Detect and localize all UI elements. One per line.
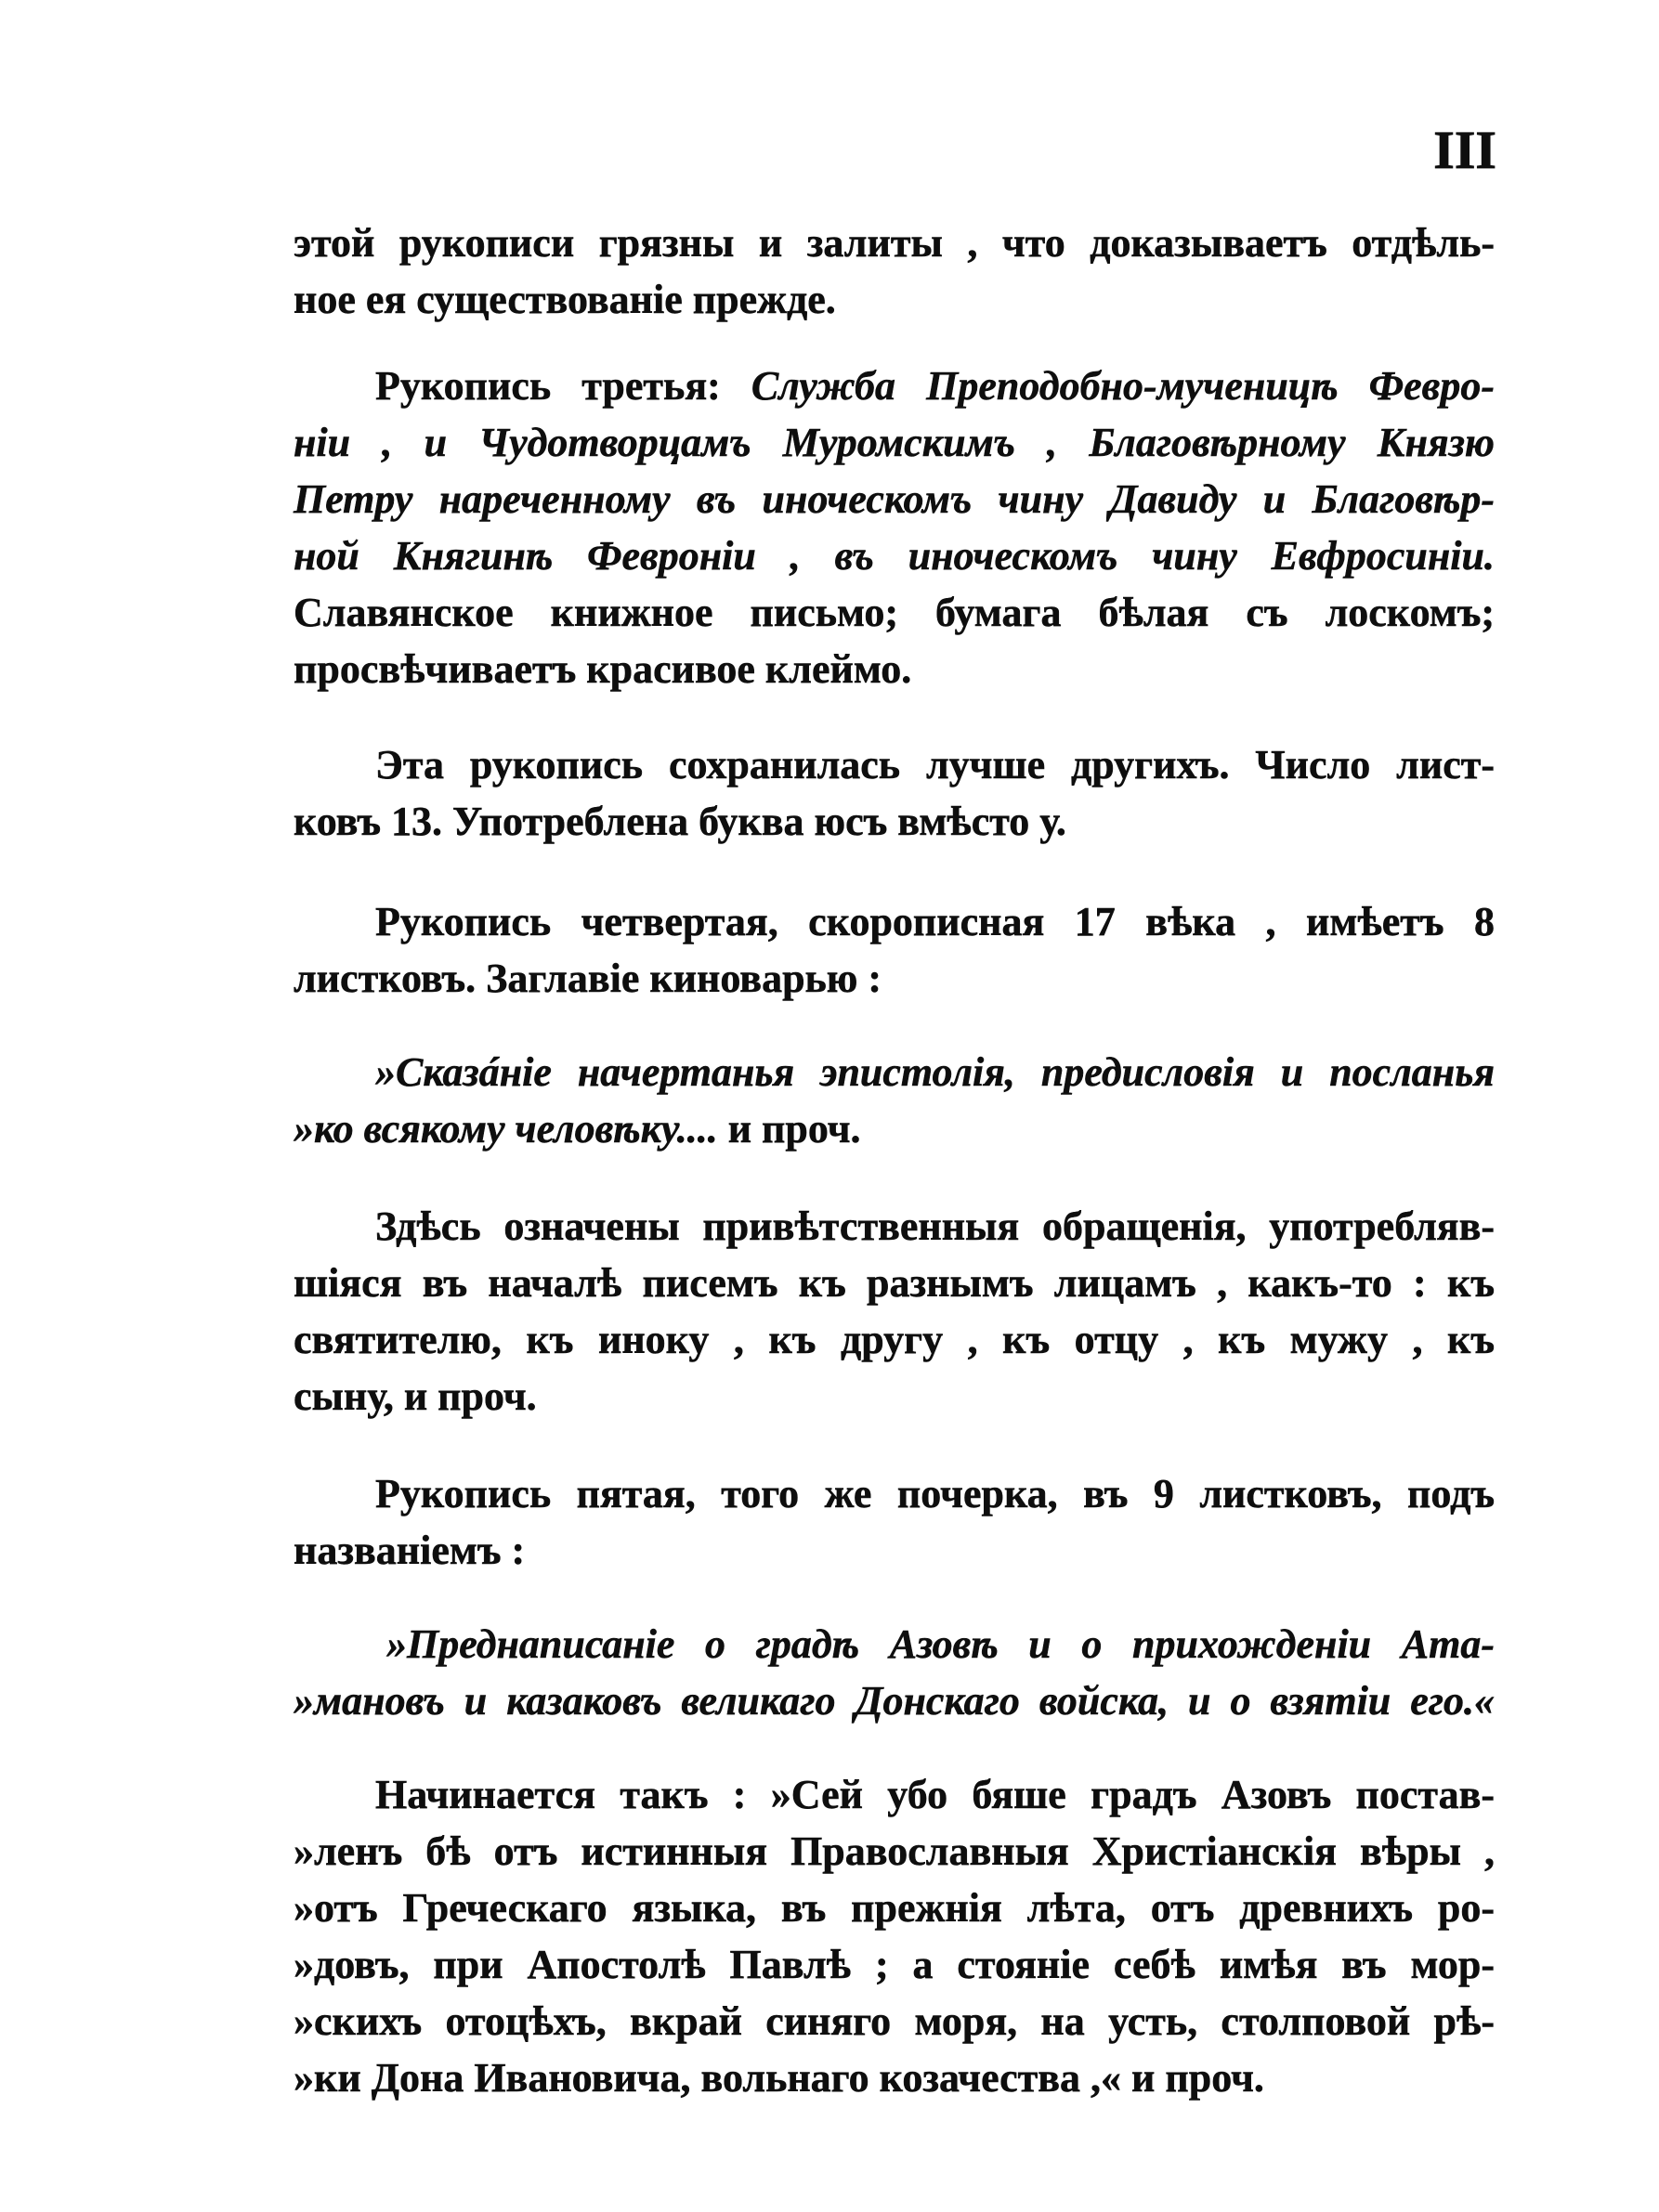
page-number: III <box>1433 120 1496 180</box>
text-span: названіемъ : <box>294 1528 526 1573</box>
text-span: »скихъ отоцѣхъ, вкрай синяго моря, на усть, столповой рѣ- <box>294 1998 1495 2044</box>
italic-title-span: »ко всякому человѣку.... <box>294 1106 718 1152</box>
text-span: »довъ, при Апостолѣ Павлѣ ; а стояніе себѣ имѣя въ мор- <box>294 1942 1495 1987</box>
text-span: сыну, и проч. <box>294 1373 537 1419</box>
italic-title-span: Петру нареченному въ иноческомъ чину Давиду и Благовѣр- <box>294 476 1495 522</box>
text-line <box>294 1993 1495 2049</box>
text-span: и проч. <box>717 1106 861 1152</box>
text-line <box>294 527 1495 584</box>
text-line <box>294 1823 1495 1880</box>
italic-title-span: »Преднаписаніе о градѣ Азовѣ и о прихожденіи Ата- <box>386 1621 1495 1667</box>
text-line <box>294 1936 1495 1993</box>
text-line <box>294 1465 1495 1522</box>
italic-title-span: ной Княгинѣ Февроніи , въ иноческомъ чину Евфросиніи. <box>294 533 1495 579</box>
text-line <box>294 1255 1495 1311</box>
paragraph-manuscript-three-condition <box>294 736 1495 850</box>
quote-manuscript-five-title <box>294 1616 1495 1729</box>
text-span: ное ея существованіе прежде. <box>294 277 836 322</box>
paragraph-manuscript-five <box>294 1465 1495 1579</box>
italic-title-span: »Сказáніе начертанья эпистолія, предисловія и посланья <box>375 1049 1495 1095</box>
text-line <box>294 471 1495 527</box>
text-line <box>294 215 1495 271</box>
paragraph-manuscript-four <box>294 893 1495 1007</box>
text-span: Здѣсь означены привѣтственныя обращенія, употребляв- <box>375 1204 1495 1249</box>
text-line <box>294 271 1495 328</box>
text-line <box>294 414 1495 471</box>
text-span: святителю, къ иноку , къ другу , къ отцу , къ мужу , къ <box>294 1317 1495 1362</box>
paragraph-manuscript-three <box>294 358 1495 697</box>
text-span: шіяся въ началѣ писемъ къ разнымъ лицамъ , какъ-то : къ <box>294 1260 1495 1306</box>
text-line <box>294 1616 1495 1672</box>
paragraph-continuation <box>294 215 1495 328</box>
text-line <box>294 1880 1495 1936</box>
text-line <box>294 358 1495 414</box>
text-span: »ленъ бѣ отъ истинныя Православныя Христіанскія вѣры , <box>294 1828 1495 1874</box>
text-line <box>294 1100 1495 1157</box>
text-span: Славянское книжное письмо; бумага бѣлая съ лоскомъ; <box>294 590 1495 635</box>
text-span: ковъ 13. Употреблена буква юсъ вмѣсто у. <box>294 799 1066 844</box>
italic-title-span: Служба Преподобно-мученицѣ Февро- <box>751 363 1495 409</box>
text-line <box>294 2049 1495 2106</box>
text-span: просвѣчиваетъ красивое клеймо. <box>294 646 912 692</box>
text-span: »ки Дона Ивановича, вольнаго козачества ,« и проч. <box>294 2055 1264 2101</box>
text-line <box>294 641 1495 697</box>
text-line <box>294 1766 1495 1823</box>
italic-title-span: »мановъ и казаковъ великаго Донскаго войска, и о взятіи его.« <box>294 1678 1495 1724</box>
text-span: Рукопись четвертая, скорописная 17 вѣка , имѣетъ 8 <box>375 899 1495 944</box>
text-line <box>294 1368 1495 1425</box>
text-span: Начинается такъ : »Сей убо бяше градъ Азовъ постав- <box>375 1772 1495 1817</box>
text-line <box>294 950 1495 1007</box>
text-line <box>294 1672 1495 1729</box>
text-line <box>294 736 1495 793</box>
text-line <box>294 1311 1495 1368</box>
text-span: этой рукописи грязны и залиты , что доказываетъ отдѣль- <box>294 220 1495 266</box>
italic-title-span: ніи , и Чудотворцамъ Муромскимъ , Благовѣрному Князю <box>294 420 1495 465</box>
text-span: Рукопись пятая, того же почерка, въ 9 листковъ, подъ <box>375 1471 1495 1516</box>
text-line <box>294 584 1495 641</box>
text-line <box>294 1044 1495 1100</box>
text-line <box>294 793 1495 850</box>
quote-manuscript-four-title <box>294 1044 1495 1157</box>
text-line <box>294 1198 1495 1255</box>
text-span: Рукопись третья: <box>375 363 751 409</box>
paragraph-manuscript-five-incipit <box>294 1766 1495 2106</box>
text-span: Эта рукопись сохранилась лучше другихъ. Число лист- <box>375 742 1495 787</box>
text-line <box>294 893 1495 950</box>
text-span: листковъ. Заглавіе киноварью : <box>294 956 882 1001</box>
text-line <box>294 1522 1495 1579</box>
paragraph-manuscript-four-contents <box>294 1198 1495 1425</box>
text-span: »отъ Греческаго языка, въ прежнія лѣта, отъ древнихъ ро- <box>294 1885 1495 1931</box>
